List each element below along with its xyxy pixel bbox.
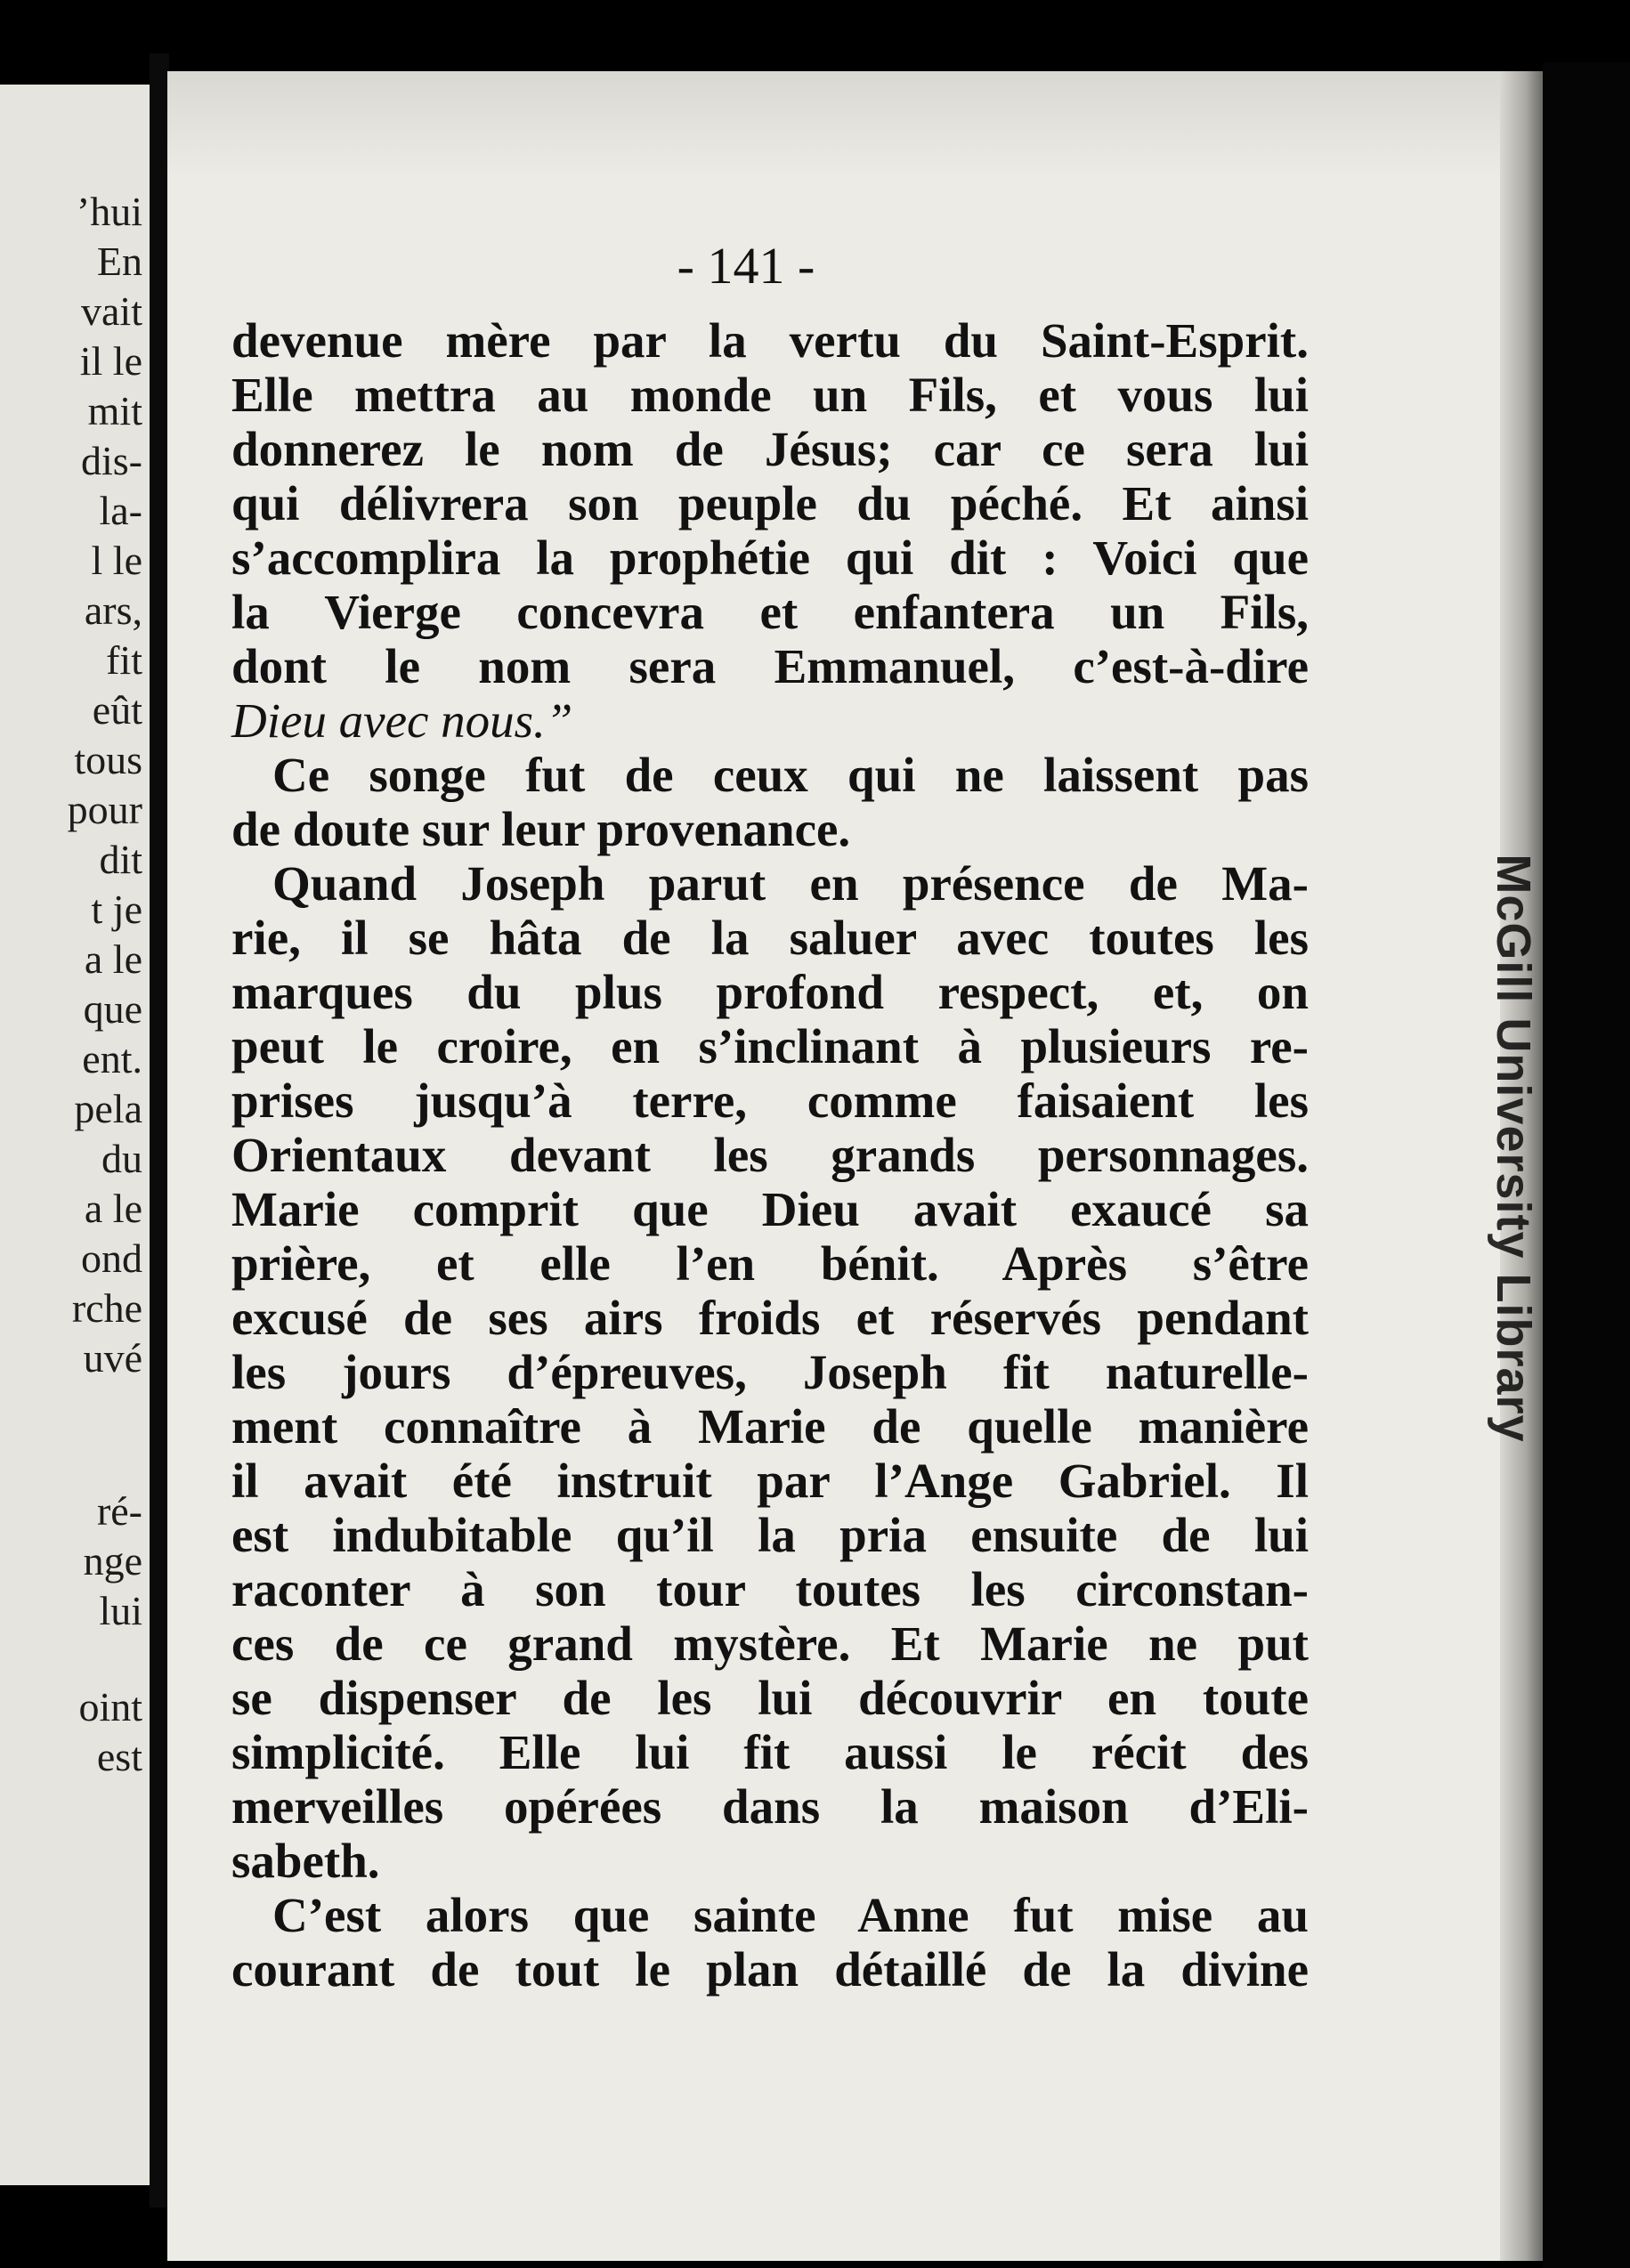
text-line: Quand Joseph parut en présence de Ma- xyxy=(272,856,1309,911)
text-line: courant de tout le plan détaillé de la divine xyxy=(231,1942,1309,1997)
facing-page-text: mit xyxy=(87,388,142,433)
facing-page-text: pela xyxy=(74,1086,142,1131)
text-line: rie, il se hâta de la saluer avec toutes les xyxy=(231,911,1309,965)
book-gutter xyxy=(150,53,169,2207)
paragraph-4 xyxy=(231,1888,1309,1997)
text-line: ment connaître à Marie de quelle manière xyxy=(231,1399,1309,1454)
page-shadow xyxy=(167,71,1543,178)
facing-page-text: pour xyxy=(67,787,142,832)
facing-page-text: la- xyxy=(99,488,142,533)
text-line: Marie comprit que Dieu avait exaucé sa xyxy=(231,1182,1309,1236)
text-line: s’accomplira la prophétie qui dit : Voici que xyxy=(231,531,1309,585)
facing-page-text: il le xyxy=(79,338,142,384)
text-line: Ce songe fut de ceux qui ne laissent pas xyxy=(272,748,1309,802)
text-line: sabeth. xyxy=(231,1834,380,1888)
text-line: Elle mettra au monde un Fils, et vous lui xyxy=(231,368,1309,422)
scan-border xyxy=(1543,62,1630,2268)
facing-page-text: est xyxy=(96,1734,142,1779)
text-line: merveilles opérées dans la maison d’Eli- xyxy=(231,1779,1309,1834)
facing-page-text: l le xyxy=(91,538,142,583)
facing-page-text: a le xyxy=(84,1186,142,1231)
facing-page-text: fit xyxy=(106,637,142,683)
facing-page-text: du xyxy=(101,1136,142,1181)
text-line: marques du plus profond respect, et, on xyxy=(231,965,1309,1019)
facing-page-text: ent. xyxy=(82,1036,142,1081)
facing-page-text: dis- xyxy=(81,438,142,483)
facing-page-text: t je xyxy=(91,887,142,932)
text-line: peut le croire, en s’inclinant à plusieurs re- xyxy=(231,1019,1309,1073)
text-line: excusé de ses airs froids et réservés pendant xyxy=(231,1291,1309,1345)
text-line: ces de ce grand mystère. Et Marie ne put xyxy=(231,1616,1309,1671)
text-line: prière, et elle l’en bénit. Après s’être xyxy=(231,1236,1309,1291)
paragraph-1 xyxy=(231,313,1309,748)
text-line: qui délivrera son peuple du péché. Et ainsi xyxy=(231,476,1309,531)
text-line: donnerez le nom de Jésus; car ce sera lui xyxy=(231,422,1309,476)
facing-page-fragment xyxy=(0,85,152,2185)
facing-page-text: ars, xyxy=(84,587,142,633)
facing-page-text: rche xyxy=(71,1285,142,1331)
text-line: il avait été instruit par l’Ange Gabriel. Il xyxy=(231,1454,1309,1508)
text-line: raconter à son tour toutes les circonstan- xyxy=(231,1562,1309,1616)
text-line: dont le nom sera Emmanuel, c’est-à-dire xyxy=(231,639,1309,693)
text-line-italic: Dieu avec nous.” xyxy=(231,693,573,748)
facing-page-text: En xyxy=(96,239,142,284)
facing-page-text: tous xyxy=(74,737,142,782)
facing-page-text: vait xyxy=(81,288,142,334)
facing-page-text: oint xyxy=(78,1684,142,1729)
paragraph-3 xyxy=(231,856,1309,1888)
text-line: la Vierge concevra et enfantera un Fils, xyxy=(231,585,1309,639)
paragraph-2 xyxy=(231,748,1309,856)
facing-page-text: nge xyxy=(83,1538,142,1584)
page-body xyxy=(231,313,1309,1997)
text-line: simplicité. Elle lui fit aussi le récit des xyxy=(231,1725,1309,1779)
text-line: Orientaux devant les grands personnages. xyxy=(231,1128,1309,1182)
facing-page-text: lui xyxy=(99,1588,142,1633)
text-line: de doute sur leur provenance. xyxy=(231,802,851,856)
text-line: devenue mère par la vertu du Saint-Esprit. xyxy=(231,313,1309,368)
facing-page-text: que xyxy=(83,986,142,1032)
facing-page-text: dit xyxy=(99,837,142,882)
text-line: prises jusqu’à terre, comme faisaient les xyxy=(231,1073,1309,1128)
facing-page-text: a le xyxy=(84,936,142,982)
facing-page-text: ré- xyxy=(96,1488,142,1534)
book-page xyxy=(167,71,1543,2261)
text-line: C’est alors que sainte Anne fut mise au xyxy=(272,1888,1309,1942)
facing-page-text: eût xyxy=(92,687,142,733)
text-line: les jours d’épreuves, Joseph fit naturelle- xyxy=(231,1345,1309,1399)
facing-page-text: ’hui xyxy=(76,189,142,234)
text-line: se dispenser de les lui découvrir en toute xyxy=(231,1671,1309,1725)
library-stamp: McGill University Library xyxy=(1487,854,1540,1443)
facing-page-text: uvé xyxy=(83,1335,142,1381)
facing-page-text: ond xyxy=(81,1235,142,1281)
text-line: est indubitable qu’il la pria ensuite de lui xyxy=(231,1508,1309,1562)
page-number: - 141 - xyxy=(677,237,815,295)
